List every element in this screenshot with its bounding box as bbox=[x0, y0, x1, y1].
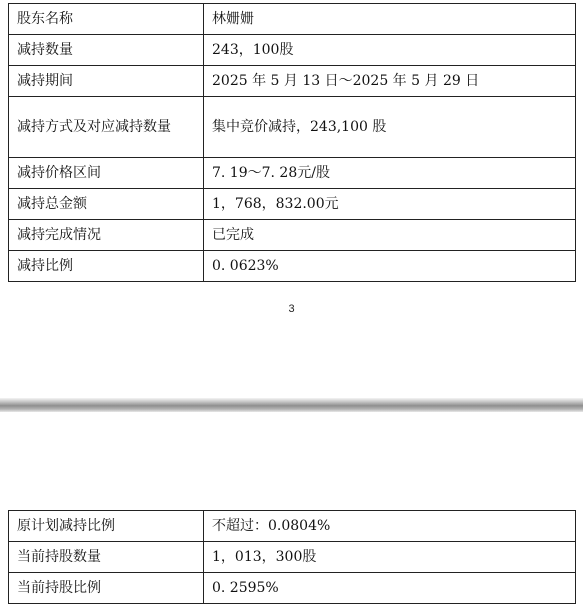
table-row bbox=[9, 158, 576, 189]
document-page-bottom bbox=[0, 412, 583, 609]
row-label-completion-status: 减持完成情况 bbox=[9, 220, 204, 251]
table-row bbox=[9, 97, 576, 158]
table-row bbox=[9, 573, 576, 604]
row-value-reduction-period: 2025 年 5 月 13 日～2025 年 5 月 29 日 bbox=[204, 66, 576, 97]
row-value-reduction-quantity: 243，100股 bbox=[204, 35, 576, 66]
row-label-reduction-quantity: 减持数量 bbox=[9, 35, 204, 66]
page-number: 3 bbox=[288, 303, 295, 315]
row-value-planned-ratio: 不超过：0.0804% bbox=[204, 511, 576, 542]
row-label-price-range: 减持价格区间 bbox=[9, 158, 204, 189]
table-row bbox=[9, 511, 576, 542]
page-separator bbox=[0, 398, 583, 412]
row-value-total-amount: 1，768，832.00元 bbox=[204, 189, 576, 220]
row-label-planned-ratio: 原计划减持比例 bbox=[9, 511, 204, 542]
row-value-current-holding-quantity: 1，013，300股 bbox=[204, 542, 576, 573]
table-row bbox=[9, 251, 576, 282]
row-label-shareholder-name: 股东名称 bbox=[9, 4, 204, 35]
row-value-price-range: 7. 19～7. 28元/股 bbox=[204, 158, 576, 189]
holding-details-table bbox=[8, 510, 576, 604]
table-row bbox=[9, 220, 576, 251]
row-label-reduction-period: 减持期间 bbox=[9, 66, 204, 97]
row-label-reduction-ratio: 减持比例 bbox=[9, 251, 204, 282]
row-label-total-amount: 减持总金额 bbox=[9, 189, 204, 220]
row-value-completion-status: 已完成 bbox=[204, 220, 576, 251]
row-value-current-holding-ratio: 0. 2595% bbox=[204, 573, 576, 604]
reduction-details-table bbox=[8, 3, 576, 282]
table-row bbox=[9, 189, 576, 220]
row-label-current-holding-ratio: 当前持股比例 bbox=[9, 573, 204, 604]
table-row bbox=[9, 542, 576, 573]
row-label-reduction-method: 减持方式及对应减持数量 bbox=[9, 97, 204, 158]
row-label-current-holding-quantity: 当前持股数量 bbox=[9, 542, 204, 573]
row-value-shareholder-name: 林姗姗 bbox=[204, 4, 576, 35]
table-row bbox=[9, 66, 576, 97]
row-value-reduction-ratio: 0. 0623% bbox=[204, 251, 576, 282]
table-row bbox=[9, 4, 576, 35]
table-row bbox=[9, 35, 576, 66]
row-value-reduction-method: 集中竞价减持，243,100 股 bbox=[204, 97, 576, 158]
